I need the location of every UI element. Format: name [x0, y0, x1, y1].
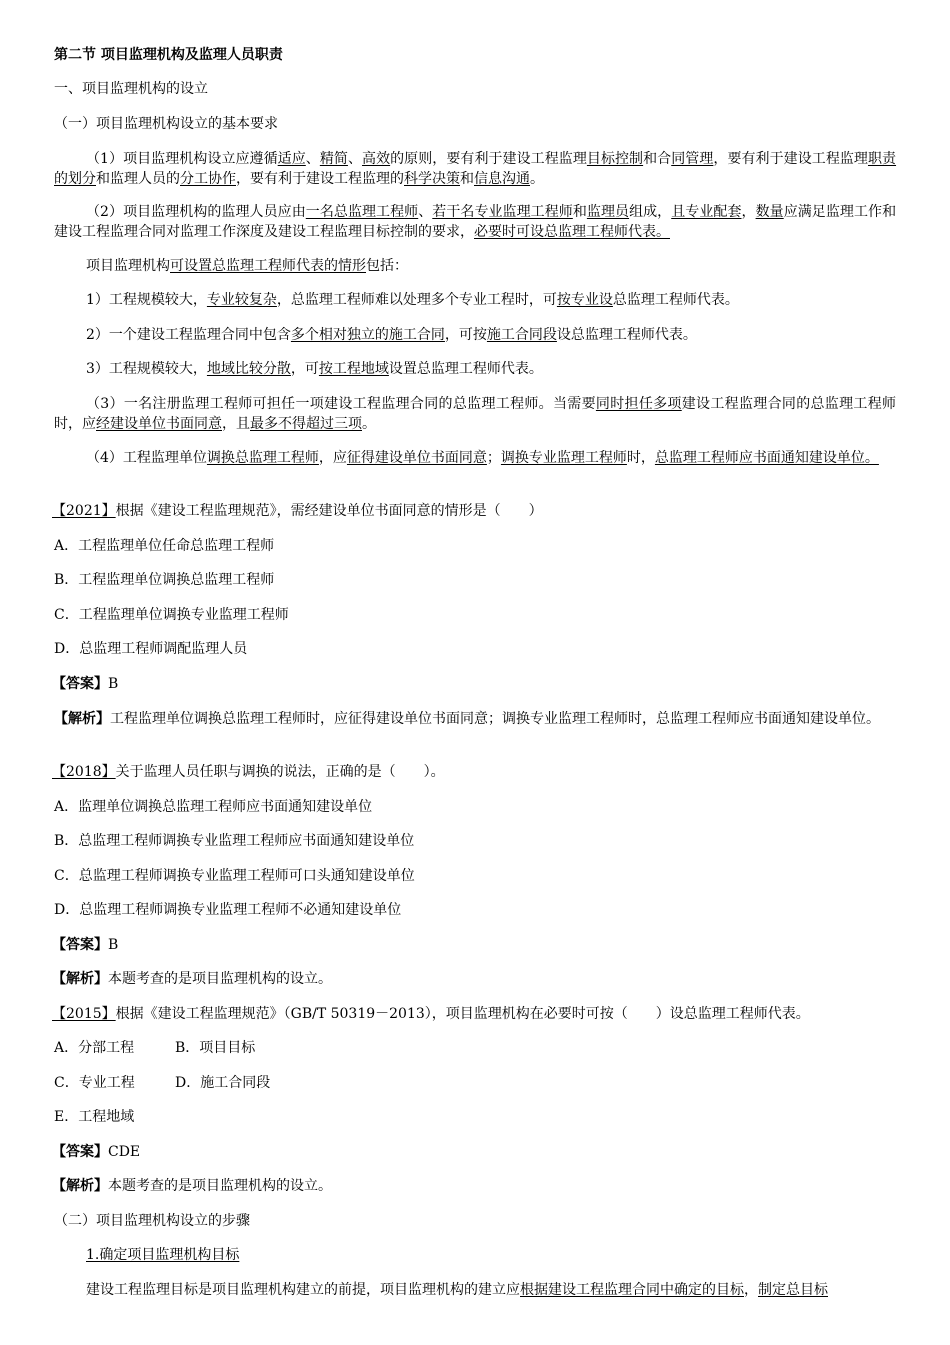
- question-2021-explanation: 【解析】工程监理单位调换总监理工程师时，应征得建设单位书面同意；调换专业监理工程师时，总监理工程师应书面通知建设单位。: [54, 711, 880, 727]
- question-2015-option-c: C．专业工程: [54, 1075, 135, 1091]
- question-2021-option-a: A．工程监理单位任命总监理工程师: [54, 538, 275, 554]
- paragraph-requirement-4: （4）工程监理单位调换总监理工程师，应征得建设单位书面同意；调换专业监理工程师时，总监理工程师应书面通知建设单位。: [86, 450, 879, 466]
- question-2021-option-b: B．工程监理单位调换总监理工程师: [54, 572, 275, 588]
- paragraph-requirement-3: （3）一名注册监理工程师可担任一项建设工程监理合同的总监理工程师。当需要同时担任多项建设工程监理合同的总监理工程师时，应经建设单位书面同意，且最多不得超过三项。: [54, 396, 897, 432]
- question-2015-option-a: A．分部工程: [54, 1040, 135, 1056]
- list-item-3: 3）工程规模较大，地域比较分散，可按工程地域设置总监理工程师代表。: [86, 361, 543, 377]
- question-2021-answer: 【答案】B: [52, 676, 119, 692]
- question-2015-option-d: D．施工合同段: [175, 1075, 271, 1091]
- question-2018-option-b: B．总监理工程师调换专业监理工程师应书面通知建设单位: [54, 833, 415, 849]
- question-2015-option-e: E．工程地域: [54, 1109, 135, 1125]
- section-title: 第二节 项目监理机构及监理人员职责: [54, 47, 283, 63]
- question-2015-option-b: B．项目目标: [175, 1040, 256, 1056]
- paragraph-deputy-cases: 项目监理机构可设置总监理工程师代表的情形包括：: [86, 258, 408, 274]
- list-item-2: 2）一个建设工程监理合同中包含多个相对独立的施工合同，可按施工合同段设总监理工程师代表。: [86, 327, 697, 343]
- question-2015-stem: 【2015】根据《建设工程监理规范》（GB/T 50319－2013），项目监理机构在必要时可按（ ）设总监理工程师代表。: [52, 1006, 810, 1022]
- question-2018-option-d: D．总监理工程师调换专业监理工程师不必通知建设单位: [54, 902, 402, 918]
- question-2015-explanation: 【解析】本题考查的是项目监理机构的设立。: [52, 1178, 332, 1194]
- question-2018-explanation: 【解析】本题考查的是项目监理机构的设立。: [52, 971, 332, 987]
- question-2021-option-d: D．总监理工程师调配监理人员: [54, 641, 248, 657]
- question-2021-stem: 【2021】根据《建设工程监理规范》，需经建设单位书面同意的情形是（ ）: [52, 503, 543, 519]
- heading-1: 一、项目监理机构的设立: [54, 81, 208, 97]
- paragraph-requirement-1: （1）项目监理机构设立应遵循适应、精简、高效的原则，要有利于建设工程监理目标控制和合同管理，要有利于建设工程监理职责的划分和监理人员的分工协作，要有利于建设工程监理的科学决策和信息沟通。: [54, 151, 897, 187]
- paragraph-requirement-2: （2）项目监理机构的监理人员应由一名总监理工程师、若干名专业监理工程师和监理员组成，且专业配套，数量应满足监理工作和建设工程监理合同对监理工作深度及建设工程监理目标控制的要求，必要时可设总监理工程师代表。: [54, 204, 897, 240]
- heading-2-basic-requirements: （一）项目监理机构设立的基本要求: [54, 116, 278, 132]
- step-1-heading: 1.确定项目监理机构目标: [86, 1247, 240, 1263]
- question-2015-answer: 【答案】CDE: [52, 1144, 141, 1160]
- heading-2-setup-steps: （二）项目监理机构设立的步骤: [54, 1213, 250, 1229]
- question-2018-option-a: A．监理单位调换总监理工程师应书面通知建设单位: [54, 799, 373, 815]
- question-2018-answer: 【答案】B: [52, 937, 119, 953]
- question-2021-option-c: C．工程监理单位调换专业监理工程师: [54, 607, 289, 623]
- question-2018-stem: 【2018】关于监理人员任职与调换的说法，正确的是（ ）。: [52, 764, 445, 780]
- list-item-1: 1）工程规模较大，专业较复杂，总监理工程师难以处理多个专业工程时，可按专业设总监理工程师代表。: [86, 292, 739, 308]
- question-2018-option-c: C．总监理工程师调换专业监理工程师可口头通知建设单位: [54, 868, 415, 884]
- paragraph-step-1: 建设工程监理目标是项目监理机构建立的前提，项目监理机构的建立应根据建设工程监理合同中确定的目标，制定总目标: [86, 1282, 828, 1298]
